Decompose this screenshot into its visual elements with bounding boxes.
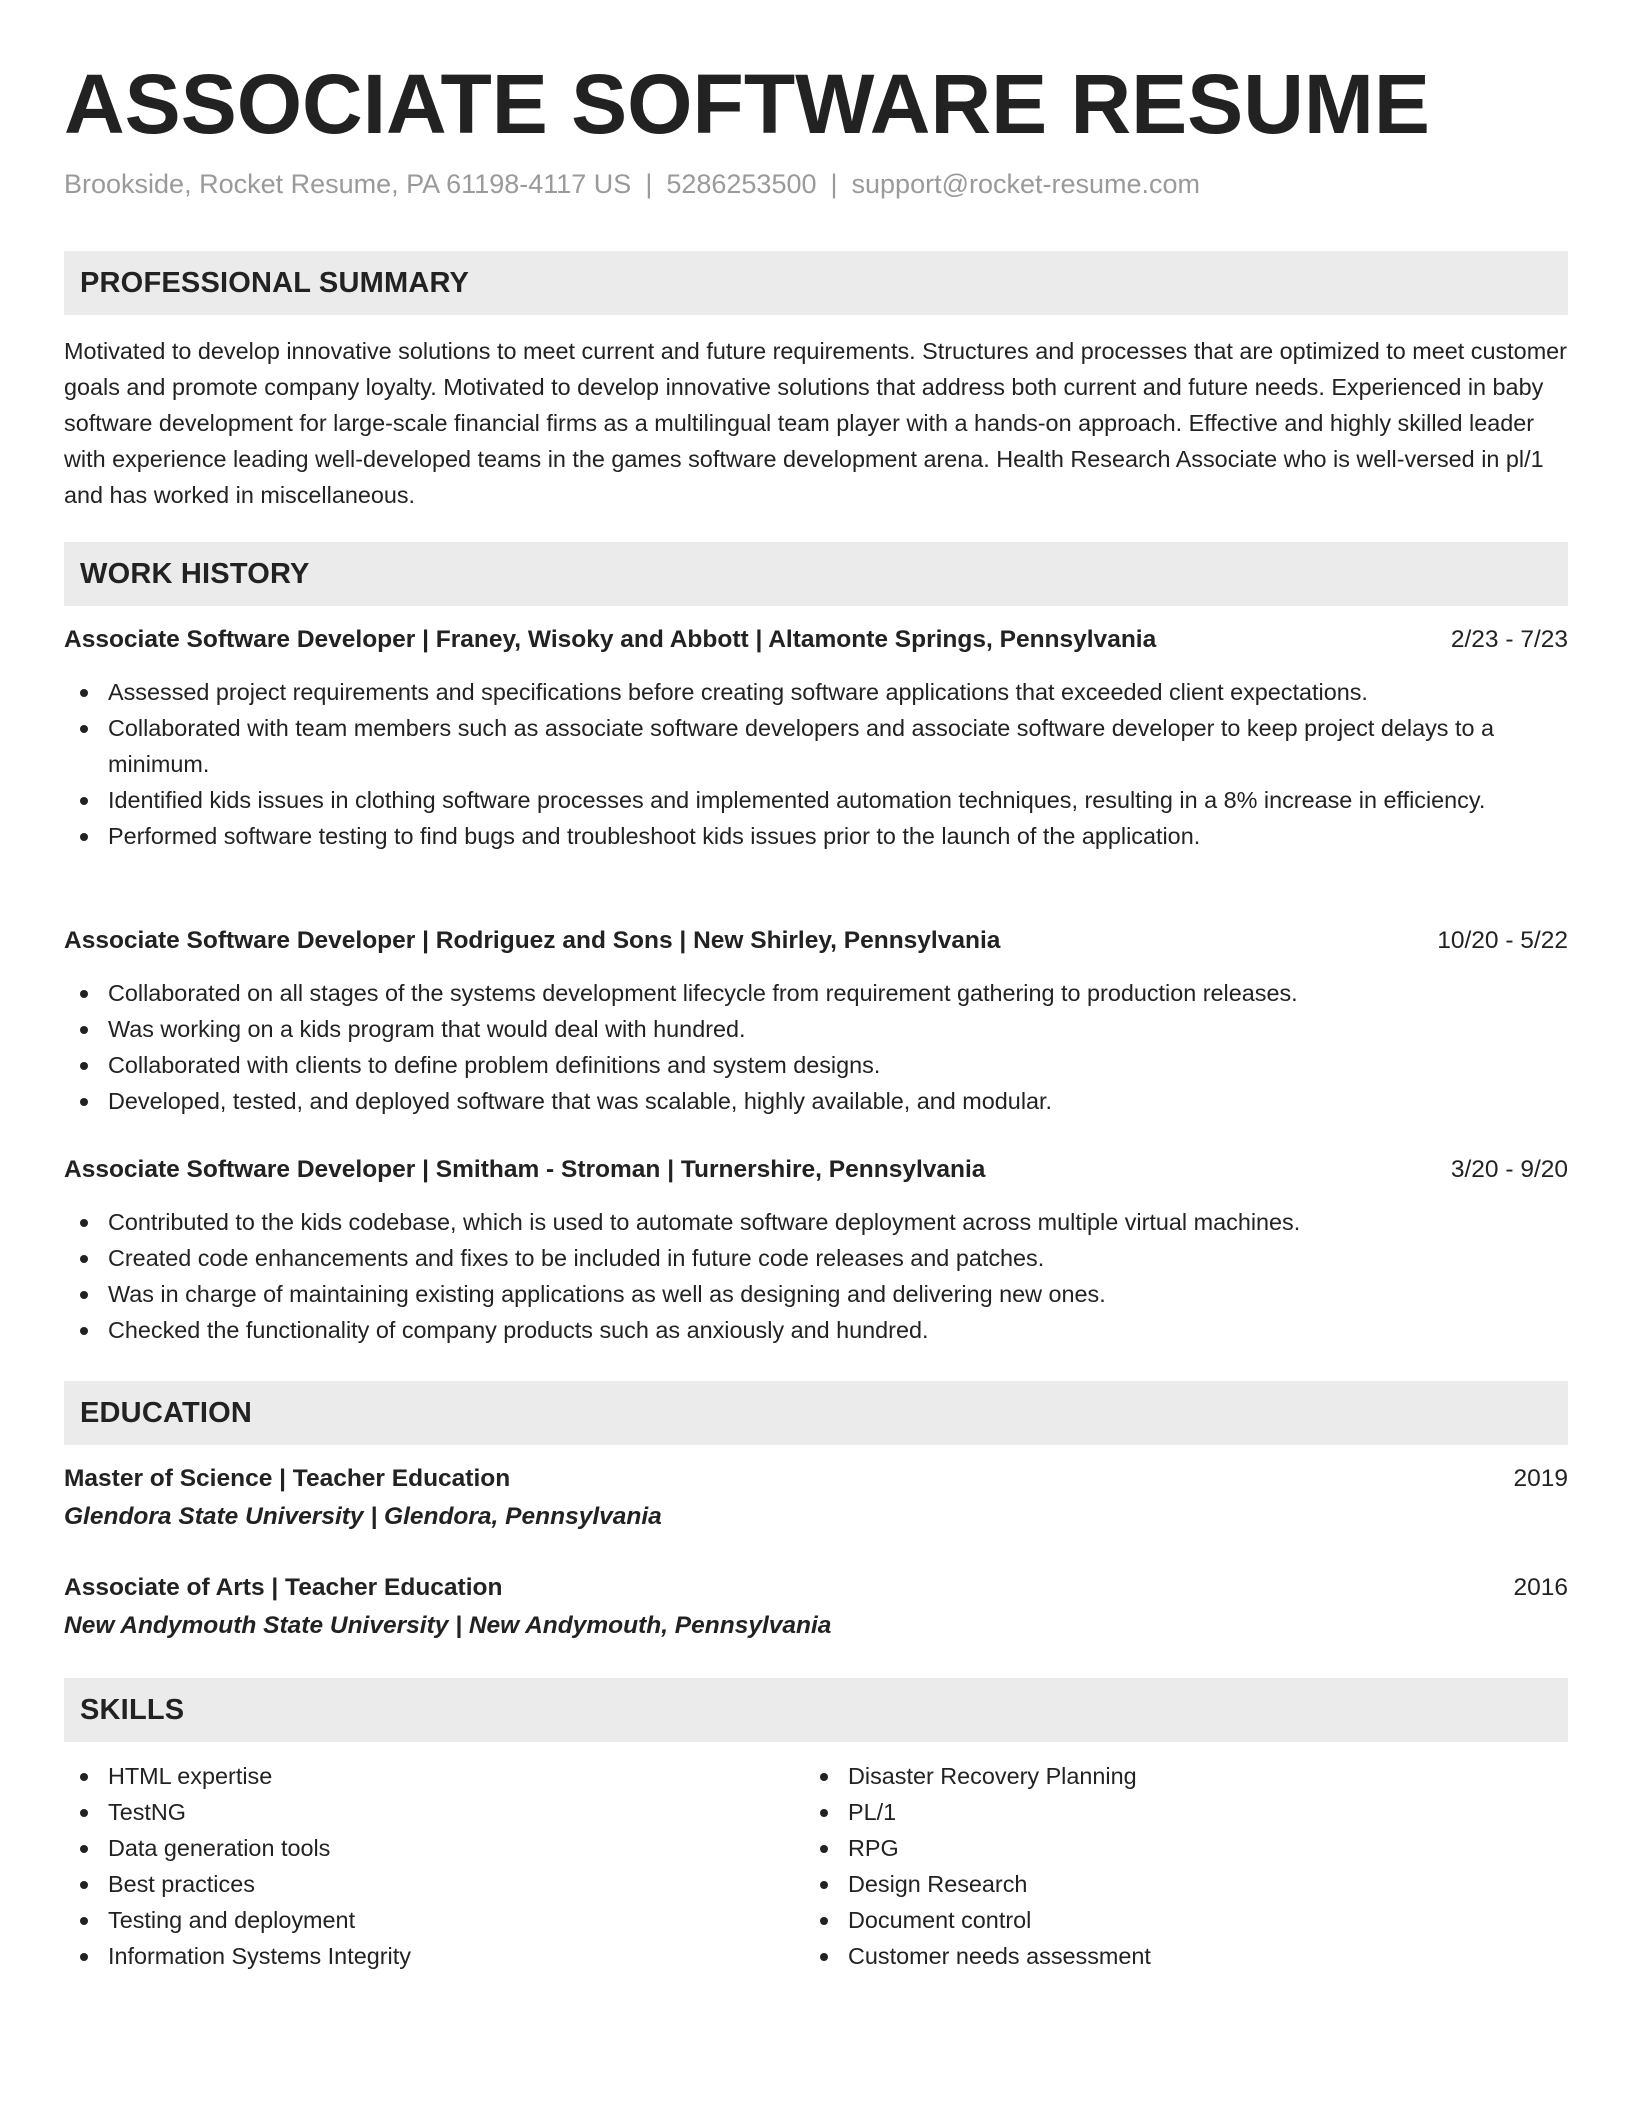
job-header <box>64 622 1568 658</box>
job-bullets <box>64 1204 1568 1348</box>
job-dates: 10/20 - 5/22 <box>1437 927 1568 954</box>
job-bullet: Collaborated with team members such as associate software developers and associate software developer to keep project delays to a minimum. <box>64 710 1568 782</box>
job-bullet: Collaborated on all stages of the systems development lifecycle from requirement gathering to production releases. <box>64 975 1568 1011</box>
skill-item: Design Research <box>804 1866 1632 1902</box>
resume-title: ASSOCIATE SOFTWARE RESUME <box>64 57 1430 151</box>
summary-text: Motivated to develop innovative solutions to meet current and future requirements. Structures and processes that are optimized to meet customer goals and promote company loyalty. Motivated to develop innovative solutions that address both current and future needs. Experienced in baby software development for large-scale financial firms as a multilingual team player with a hands-on approach. Effective and highly skilled leader with experience leading well-developed teams in the games software development arena. Health Research Associate who is well-versed in pl/1 and has worked in miscellaneous. <box>64 338 1567 508</box>
section-title: PROFESSIONAL SUMMARY <box>80 267 470 299</box>
contact-separator: | <box>645 169 653 199</box>
skill-item: Information Systems Integrity <box>64 1938 1568 1974</box>
skill-item: TestNG <box>64 1794 1568 1830</box>
contact-phone: 5286253500 <box>666 169 817 199</box>
contact-separator: | <box>830 169 838 199</box>
skill-item: Disaster Recovery Planning <box>804 1758 1632 1794</box>
contact-address: Brookside, Rocket Resume, PA 61198-4117 US <box>64 169 632 199</box>
job-bullet: Created code enhancements and fixes to be included in future code releases and patches. <box>64 1240 1568 1276</box>
education-degree: Master of Science | Teacher Education <box>64 1465 511 1492</box>
job-bullets <box>64 674 1568 854</box>
section-title: SKILLS <box>80 1694 185 1726</box>
job-bullet: Performed software testing to find bugs and troubleshoot kids issues prior to the launch of the application. <box>64 818 1568 854</box>
job-dates: 3/20 - 9/20 <box>1450 1156 1568 1183</box>
skills-list-right <box>804 1758 1632 1974</box>
job-bullet: Identified kids issues in clothing software processes and implemented automation techniques, resulting in a 8% increase in efficiency. <box>64 782 1568 818</box>
job-bullet: Was working on a kids program that would deal with hundred. <box>64 1011 1568 1047</box>
job-bullet: Checked the functionality of company products such as anxiously and hundred. <box>64 1312 1568 1348</box>
skill-item: HTML expertise <box>64 1758 1568 1794</box>
job-title: Associate Software Developer | Franey, Wisoky and Abbott | Altamonte Springs, Pennsylvania <box>64 626 1157 653</box>
job-bullet: Collaborated with clients to define problem definitions and system designs. <box>64 1047 1568 1083</box>
job-bullet: Assessed project requirements and specifications before creating software applications that exceeded client expectations. <box>64 674 1568 710</box>
skill-item: PL/1 <box>804 1794 1632 1830</box>
education-degree: Associate of Arts | Teacher Education <box>64 1574 503 1601</box>
education-school: Glendora State University | Glendora, Pennsylvania <box>64 1503 662 1530</box>
contact-email[interactable]: support@rocket-resume.com <box>851 169 1201 199</box>
skill-item: Data generation tools <box>64 1830 1568 1866</box>
job-dates: 2/23 - 7/23 <box>1450 626 1568 653</box>
job-title: Associate Software Developer | Smitham - Stroman | Turnershire, Pennsylvania <box>64 1156 986 1183</box>
skill-item: Customer needs assessment <box>804 1938 1632 1974</box>
section-header-skills <box>64 1678 1568 1742</box>
education-year: 2019 <box>1513 1465 1568 1492</box>
job-title: Associate Software Developer | Rodriguez and Sons | New Shirley, Pennsylvania <box>64 927 1001 954</box>
job-bullets <box>64 975 1568 1119</box>
section-header-education <box>64 1381 1568 1445</box>
job-header <box>64 923 1568 959</box>
job-bullet: Was in charge of maintaining existing applications as well as designing and delivering new ones. <box>64 1276 1568 1312</box>
job-bullet: Developed, tested, and deployed software that was scalable, highly available, and modular. <box>64 1083 1568 1119</box>
skill-item: Document control <box>804 1902 1632 1938</box>
skill-item: Best practices <box>64 1866 1568 1902</box>
job-header <box>64 1152 1568 1188</box>
job-bullet: Contributed to the kids codebase, which is used to automate software deployment across multiple virtual machines. <box>64 1204 1568 1240</box>
education-year: 2016 <box>1513 1574 1568 1601</box>
section-header-work-history <box>64 542 1568 606</box>
section-title: WORK HISTORY <box>80 558 310 590</box>
contact-line <box>64 166 1200 202</box>
section-title: EDUCATION <box>80 1397 253 1429</box>
education-school: New Andymouth State University | New Andymouth, Pennsylvania <box>64 1612 832 1639</box>
skill-item: Testing and deployment <box>64 1902 1568 1938</box>
skill-item: RPG <box>804 1830 1632 1866</box>
section-header-summary <box>64 251 1568 315</box>
